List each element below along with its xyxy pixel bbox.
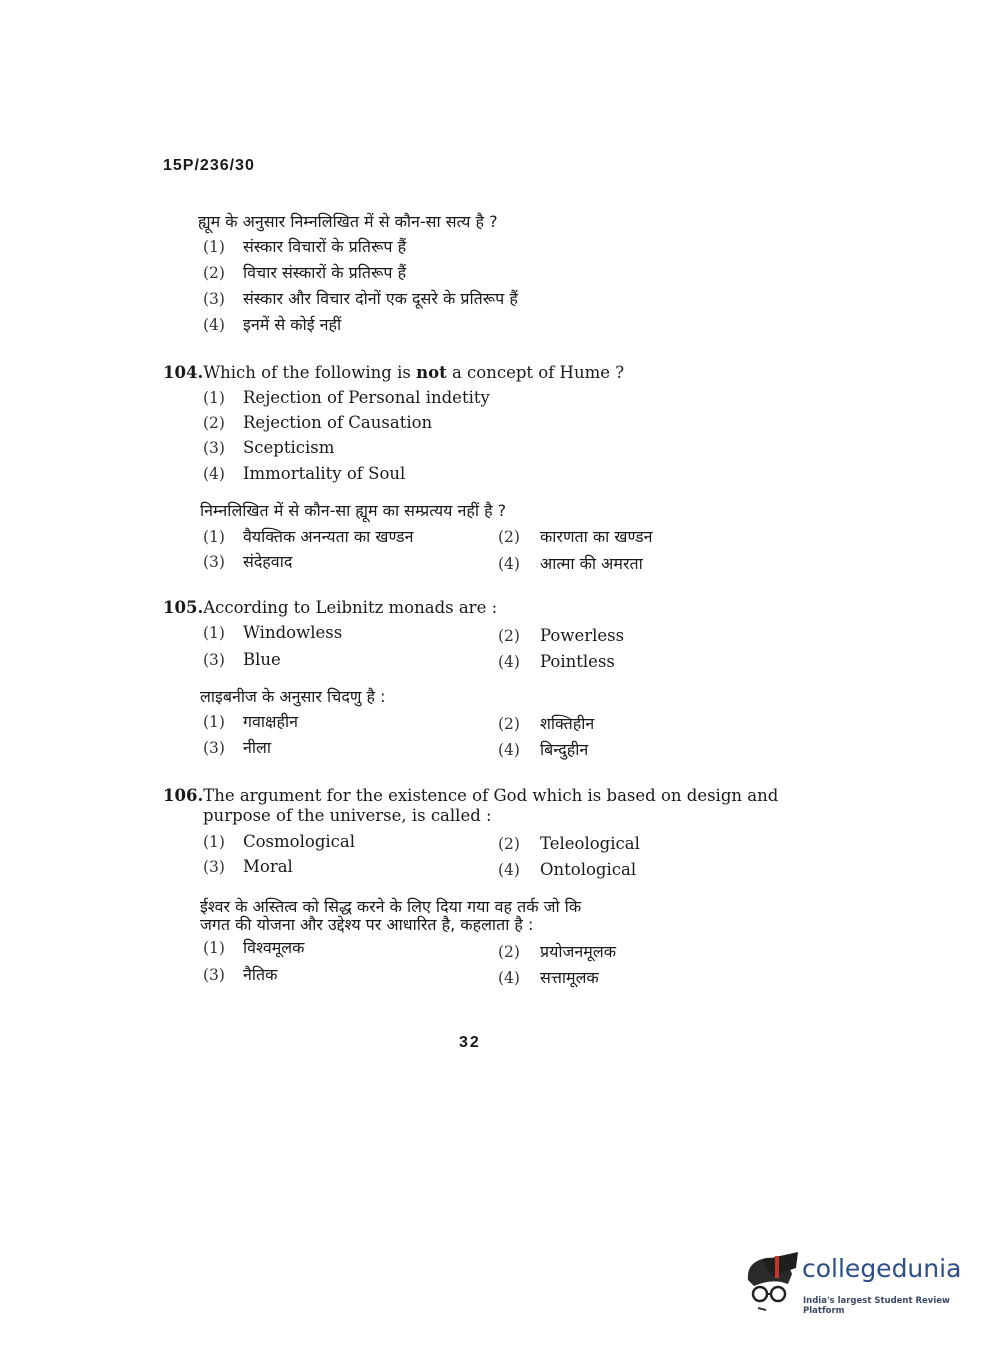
option-text: Scepticism: [243, 438, 335, 457]
option-number: (2): [498, 715, 520, 733]
option-text: संदेहवाद: [243, 552, 293, 571]
option-text: Immortality of Soul: [243, 464, 406, 483]
option-text: Moral: [243, 857, 293, 876]
option-number: (4): [498, 861, 520, 879]
option-text: गवाक्षहीन: [243, 712, 299, 731]
logo-tagline: India's largest Student Review Platform: [803, 1296, 950, 1316]
option-number: (2): [203, 264, 225, 282]
option-number: (2): [498, 943, 520, 961]
option-number: (3): [203, 439, 225, 457]
option-text: Pointless: [540, 652, 615, 671]
option-number: (4): [498, 969, 520, 987]
question-text: a concept of Hume ?: [446, 363, 625, 382]
option-number: (2): [498, 627, 520, 645]
option-number: (4): [203, 316, 225, 334]
option-number: (1): [203, 939, 225, 957]
paper-code: 15P/236/30: [163, 157, 255, 174]
option-number: (4): [498, 555, 520, 573]
option-number: (3): [203, 858, 225, 876]
option-text: नीला: [243, 738, 272, 757]
collegedunia-logo: [742, 1250, 972, 1316]
question-number: 104.: [163, 363, 204, 382]
option-number: (1): [203, 713, 225, 731]
question-104: [163, 363, 624, 383]
option-text: इनमें से कोई नहीं: [243, 315, 342, 334]
page-number: 32: [459, 1034, 481, 1051]
option-number: (1): [203, 528, 225, 546]
option-text: Rejection of Causation: [243, 413, 433, 432]
option-text: विचार संस्कारों के प्रतिरूप हैं: [243, 263, 407, 282]
option-number: (2): [203, 414, 225, 432]
question-text: According to Leibnitz monads are :: [203, 598, 498, 617]
option-text: संस्कार और विचार दोनों एक दूसरे के प्रतिरूप हैं: [243, 289, 518, 308]
option-number: (3): [203, 739, 225, 757]
question-105-hindi: लाइबनीज के अनुसार चिदणु है :: [200, 687, 386, 706]
option-text: संस्कार विचारों के प्रतिरूप हैं: [243, 237, 407, 256]
question-104-hindi: निम्नलिखित में से कौन-सा ह्यूम का सम्प्रत्यय नहीं है ?: [200, 501, 507, 520]
option-text: Blue: [243, 650, 281, 669]
option-number: (3): [203, 651, 225, 669]
option-text: विश्वमूलक: [243, 938, 305, 957]
option-number: (3): [203, 553, 225, 571]
question-106: [163, 786, 778, 806]
option-text: सत्तामूलक: [540, 968, 599, 987]
option-text: Windowless: [243, 623, 343, 642]
question-number: 106.: [163, 786, 204, 805]
question-number: 105.: [163, 598, 204, 617]
question-emphasis: not: [416, 363, 447, 382]
option-text: Rejection of Personal indetity: [243, 388, 490, 407]
question-text: The argument for the existence of God which is based on design and: [203, 786, 779, 805]
option-number: (4): [498, 653, 520, 671]
question-text: Which of the following is: [203, 363, 417, 382]
option-text: Ontological: [540, 860, 637, 879]
option-text: नैतिक: [243, 965, 278, 984]
option-text: शक्तिहीन: [540, 714, 595, 733]
option-number: (4): [203, 465, 225, 483]
option-number: (2): [498, 528, 520, 546]
option-text: प्रयोजनमूलक: [540, 942, 616, 961]
option-text: बिन्दुहीन: [540, 740, 589, 759]
option-number: (1): [203, 389, 225, 407]
option-number: (2): [498, 835, 520, 853]
option-text: Teleological: [540, 834, 640, 853]
question-106-hindi-line1: ईश्वर के अस्तित्व को सिद्ध करने के लिए दिया गया वह तर्क जो कि: [200, 897, 582, 916]
question-103-hindi: ह्यूम के अनुसार निम्नलिखित में से कौन-सा सत्य है ?: [198, 212, 498, 231]
option-number: (1): [203, 624, 225, 642]
option-text: वैयक्तिक अनन्यता का खण्डन: [243, 527, 414, 546]
option-number: (1): [203, 238, 225, 256]
option-text: Cosmological: [243, 832, 356, 851]
question-105: [163, 598, 497, 618]
option-number: (3): [203, 290, 225, 308]
option-number: (1): [203, 833, 225, 851]
question-106-line2: purpose of the universe, is called :: [203, 806, 492, 825]
option-number: (3): [203, 966, 225, 984]
logo-wordmark: collegedunia: [802, 1254, 962, 1283]
option-text: आत्मा की अमरता: [540, 554, 643, 573]
mascot-icon: [742, 1250, 800, 1312]
option-text: कारणता का खण्डन: [540, 527, 653, 546]
question-106-hindi-line2: जगत की योजना और उद्देश्य पर आधारित है, कहलाता है :: [200, 915, 534, 934]
option-number: (4): [498, 741, 520, 759]
option-text: Powerless: [540, 626, 625, 645]
